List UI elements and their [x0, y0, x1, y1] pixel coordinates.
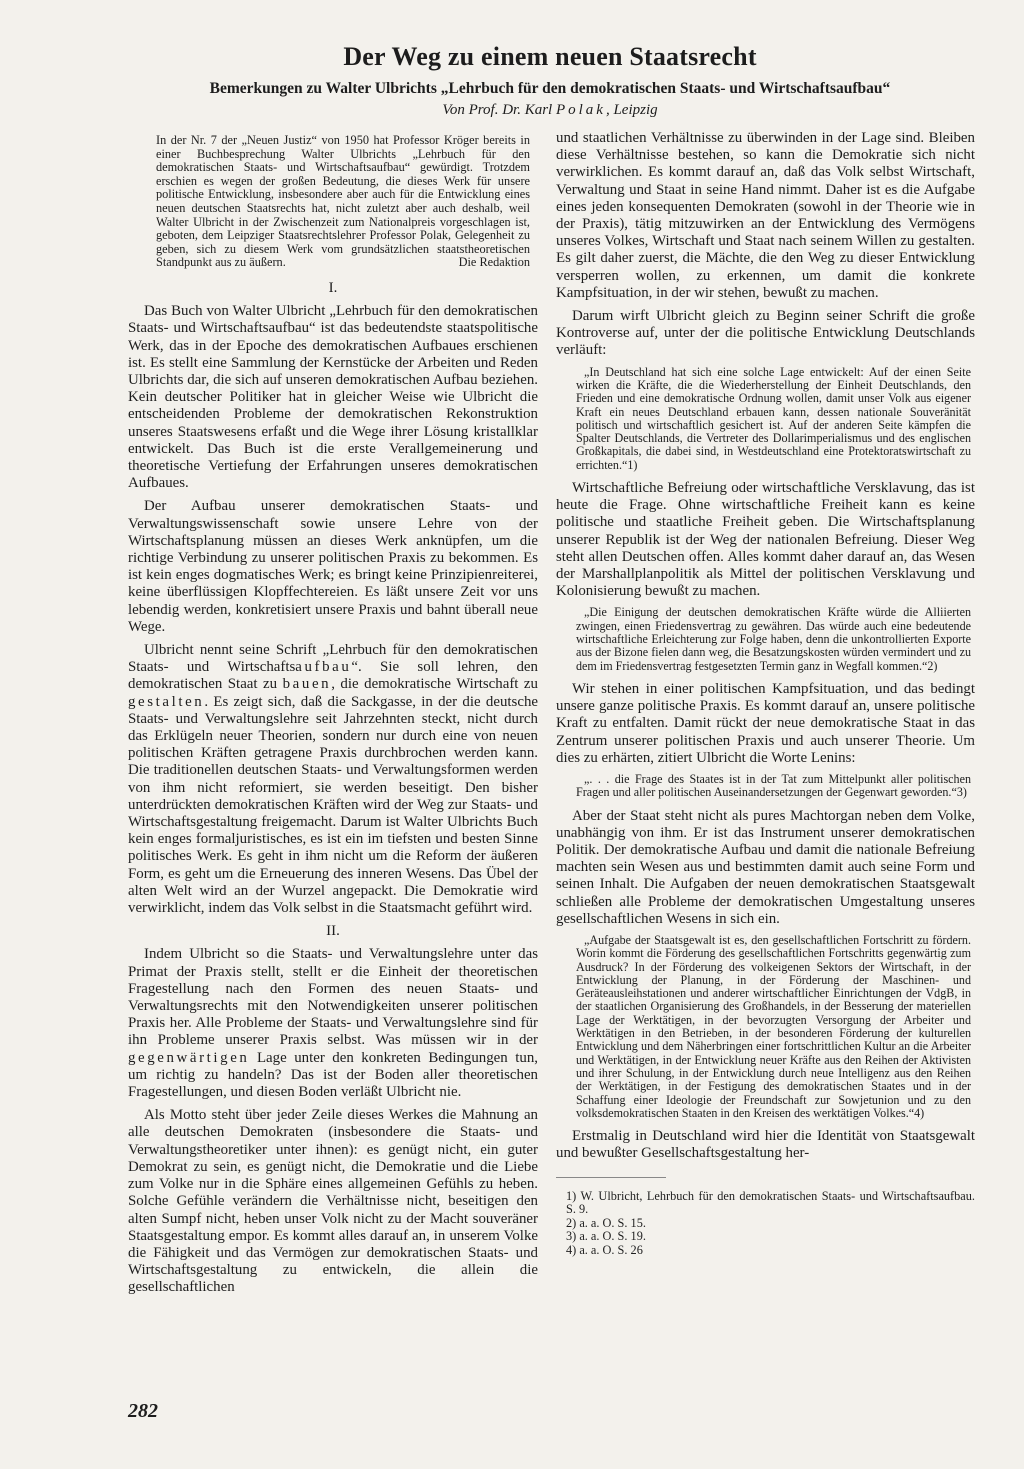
block-quote: „. . . die Frage des Staates ist in der Tat zum Mittelpunkt aller politischen Fragen und aller politischen Auseinandersetzungen der Gegenwart geworden.“3)	[576, 771, 971, 800]
footnote: 2) a. a. O. S. 15.	[566, 1215, 646, 1230]
article-subtitle: Bemerkungen zu Walter Ulbrichts „Lehrbuch für den demokratischen Staats- und Wirtschaftsaufbau“	[209, 80, 891, 97]
paragraph: Darum wirft Ulbricht gleich zu Beginn seiner Schrift die große Kontroverse auf, unter der die politische Entwicklung Deutschlands verläuft:	[556, 308, 975, 359]
article-header	[160, 42, 940, 119]
byline-name: Polak	[555, 102, 606, 118]
right-column	[556, 130, 975, 1257]
byline-prefix: Von Prof. Dr. Karl	[442, 102, 553, 118]
intro-text: In der Nr. 7 der „Neuen Justiz“ von 1950 hat Professor Kröger bereits in einer Buchbesprechung Walter Ulbrichts „Lehrbuch für den demokratischen Staats- und Wirtschaftsaufbau“ gewürdigt. Trotzdem erschien es wegen der großen Bedeutung, die dieses Werk für unsere politische Entwicklung, insbesondere aber auch für die Entwicklung eines neuen deutschen Staatsrechts hat, nicht zuletzt aber auch deshalb, weil Walter Ulbricht in der Zwischenzeit zum Nationalpreis vorgeschlagen ist, geboten, dem Leipziger Staatsrechtslehrer Professor Polak, Gelegenheit zu geben, sich zu diesem Werk vom grundsätzlichen staatstheoretischen Standpunkt aus zu äußern.	[156, 133, 530, 270]
page-number: 282	[128, 1400, 158, 1422]
paragraph: Aber der Staat steht nicht als pures Machtorgan neben dem Volke, unabhängig von ihm. Er ist das Instrument unserer demokratischen Politik. Der demokratische Aufbau und damit die nationale Befreiung machten sein Wesen aus und bestimmten damit auch seine Form und seinen Inhalt. Die Aufgaben der neuen demokratischen Staatsgewalt schließen alle Probleme der demokratischen Umgestaltung unseres gesellschaftlichen Wesens in sich ein.	[556, 807, 975, 927]
intro-signature: Die Redaktion	[458, 255, 530, 270]
block-quote: „Aufgabe der Staatsgewalt ist es, den gesellschaftlichen Fortschritt zu fördern. Worin kommt die Förderung des gesellschaftlichen Fortschritts gegenwärtig zum Ausdruck? In der Förderung des volkeigenen Sektors der Wirtschaft, in der Entwicklung der Planung, in der Förderung der Maschinen- und Geräteausleihstationen und anderer wirtschaftlicher Einrichtungen der VdgB, in der staatlichen Organisierung des Großhandels, in der Besserung der materiellen Lage der Werktätigen, in der bevorzugten Versorgung der Arbeiter und Werktätigen in den Betrieben, in der besonderen Förderung der kulturellen Entwicklung und dem Näherbringen einer fortschrittlichen Kultur an die Arbeiter und Werktätigen, in der Entwicklung neuer Kräfte aus den Reihen der Aktivisten und ihrer Schulung, in der Entwicklung durch neue Intelligenz aus den Reihen der Werktätigen, in der Festigung des demokratischen Staates und in der Schaffung einer Ideologie der Freundschaft zur Sowjetunion und zu den volksdemokratischen Staaten in den Kreisen des werktätigen Volkes.“4)	[576, 932, 971, 1120]
paragraph: Indem Ulbricht so die Staats- und Verwaltungslehre unter das Primat der Praxis stellt, stellt er die Einheit der theoretischen Fragestellung nach den Formen des neuen Staats- und Verwaltungsrechts mit den Notwendigkeiten unserer politischen Praxis her. Alle Probleme der Staats- und Verwaltungslehre sind für ihn Probleme unserer Praxis selbst. Was müssen wir in der gegenwärtigen Lage unter den konkreten Bedingungen tun, um richtig zu handeln? Das ist der Boden aller theoretischen Fragestellungen, und diesen Boden verläßt Ulbricht nie.	[128, 946, 538, 1101]
author-byline	[160, 102, 940, 119]
paragraph: Erstmalig in Deutschland wird hier die Identität von Staatsgewalt und bewußter Gesellschaftsgestaltung her-	[556, 1128, 975, 1162]
article-title: Der Weg zu einem neuen Staatsrecht	[343, 42, 757, 71]
footnotes	[556, 1190, 975, 1258]
paragraph: Wirtschaftliche Befreiung oder wirtschaftliche Versklavung, das ist heute die Frage. Ohne wirtschaftliche Freiheit kann es keine politische und staatliche Freiheit geben. Die Wirtschaftsplanung unserer Republik ist der Weg der nationalen Befreiung. Dieser Weg steht allen Deutschen offen. Alles kommt daher darauf an, das Wesen der Marshallplanpolitik als Mittel der politischen Versklavung und Kolonisierung bewußt zu machen.	[556, 480, 975, 600]
block-quote: „In Deutschland hat sich eine solche Lage entwickelt: Auf der einen Seite wirken die Kräfte, die die Wiederherstellung der Einheit Deutschlands, den Frieden und eine demokratische Ordnung wollen, damit unser Volk aus eigener Kraft ein neues Deutschland erbauen kann, dessen nationale Souveränität politisch und wirtschaftlich gesichert ist. Auf der anderen Seite kämpfen die Spalter Deutschlands, die Vertreter des Dollarimperialismus und des englischen Großkapitals, die dabei sind, in Westdeutschland eine Protektoratswirtschaft zu errichten.“1)	[576, 364, 971, 472]
block-quote: „Die Einigung der deutschen demokratischen Kräfte würde die Alliierten zwingen, einen Friedensvertrag zu gewähren. Das würde auch eine bedeutende wirtschaftliche Erleichterung zur Folge haben, denn die unkontrollierten Exporte aus der Bizone fielen dann weg, die Besatzungskosten würden vermindert und zu dem im Friedensvertrag festgesetzten Termin ganz in Wegfall kommen.“2)	[576, 605, 971, 673]
paragraph: Ulbricht nennt seine Schrift „Lehrbuch für den demokratischen Staats- und Wirtschaftsaufbau“. Sie soll lehren, den demokratischen Staat zu bauen, die demokratische Wirtschaft zu gestalten. Es zeigt sich, daß die Sackgasse, in der die deutsche Staats- und Verwaltungslehre seit Jahrzehnten steckt, nicht durch das Erklügeln neuer Theorien, sondern nur durch eine von neuen politischen Kräften getragene Praxis durchbrochen werden kann. Die traditionellen deutschen Staats- und Verwaltungsformen werden von ihm nicht reformiert, sie werden beseitigt. Den bisher unterdrückten demokratischen Kräften wird der Weg zur Staats- und Wirtschaftsgestaltung freigemacht. Darum ist Walter Ulbrichts Buch kein enges formaljuristisches, es ist ein im tiefsten und besten Sinne politisches Werk. Es geht in ihm nicht um die Reform der äußeren Form, es geht um die Erneuerung des inneren Wesens. Das Übel der alten Welt wird an der Wurzel angepackt. Die Demokratie wird verwirklicht, indem das Volk selbst in die Staatsmacht geführt wird.	[128, 642, 538, 917]
byline-suffix: , Leipzig	[605, 102, 658, 118]
section-numeral-2: II.	[326, 923, 340, 940]
editorial-intro	[156, 134, 530, 270]
footnote: 1) W. Ulbricht, Lehrbuch für den demokratischen Staats- und Wirtschaftsaufbau. S. 9.	[566, 1188, 975, 1217]
paragraph: Als Motto steht über jeder Zeile dieses Werkes die Mahnung an alle deutschen Demokraten (insbesondere die Staats- und Verwaltungstheoretiker unter ihnen): es genügt nicht, ein guter Demokrat zu sein, es genügt nicht, die Demokratie und die Liebe zum Volke nur in die Sphäre eines allgemeinen Gefühls zu heben. Solche Gefühle verändern die Verhältnisse nicht, beseitigen den alten Sumpf nicht, heben unser Volk nicht zu der Macht souveräner Staatsgestaltung empor. Es kommt alles darauf an, in unserem Volke die Fähigkeit und das Vermögen zur demokratischen Staats- und Wirtschaftsgestaltung zu entwickeln, die allein die gesellschaftlichen	[128, 1107, 538, 1296]
left-column	[128, 130, 538, 1303]
footnote: 4) a. a. O. S. 26	[566, 1242, 643, 1257]
section-numeral-1: I.	[328, 279, 338, 296]
paragraph: Wir stehen in einer politischen Kampfsituation, und das bedingt unsere ganze politische Praxis. Es kommt darauf an, unsere politische Kraft zu entfalten. Damit rückt der neue demokratische Staat in das Zentrum unserer politischen Praxis und auch unserer Theorie. Um dies zu erhärten, zitiert Ulbricht die Worte Lenins:	[556, 680, 975, 766]
paragraph: Das Buch von Walter Ulbricht „Lehrbuch für den demokratischen Staats- und Wirtschaftsaufbau“ ist das bedeutendste staatspolitische Werk, das in der Epoche des demokratischen Aufbaues erschienen ist. Es stellt eine Sammlung der Kernstücke der Arbeiten und Reden Ulbrichts dar, die sich auf unseren demokratischen Aufbau beziehen. Kein deutscher Politiker hat in gleicher Weise wie Ulbricht die entscheidenden Probleme der demokratischen Rekonstruktion unseres Staatswesens erfaßt und die Wege ihrer Lösung kristallklar entwickelt. Das Buch ist die erste Verallgemeinerung und theoretische Vertiefung der Erfahrungen unseres demokratischen Aufbaues.	[128, 303, 538, 492]
paragraph: und staatlichen Verhältnisse zu überwinden in der Lage sind. Bleiben diese Verhältnisse bestehen, so kann die Demokratie sich nicht verwirklichen. Es kommt darauf an, daß das Volk selbst Wirtschaft, Verwaltung und Staat in seine Hand nimmt. Daher ist es die Aufgabe eines jeden konsequenten Demokraten (sowohl in der Theorie wie in der Praxis), tätig mitzuwirken an der Entwicklung des Vermögens unseres Volkes, Wirtschaft und Staat nach seinem Willen zu gestalten. Es gilt daher zuerst, die Mächte, die den Weg zu dieser Entwicklung versperren wollen, zu erkennen, um damit die konkrete Kampfsituation, in der wir stehen, bewußt zu machen.	[556, 130, 975, 301]
footnote: 3) a. a. O. S. 19.	[566, 1229, 646, 1244]
paragraph: Der Aufbau unserer demokratischen Staats- und Verwaltungswissenschaft sowie unsere Lehre von der Wirtschaftsplanung müssen an dieses Werk anknüpfen, um die richtige Verbindung zu unserer politischen Praxis zu bekommen. Es ist kein enges dogmatisches Werk; es bringt keine Prinzipienreiterei, keine überflüssigen Klopffechtereien. Es läßt unsere Zeit vor uns lebendig werden, konkretisiert unsere Praxis und bahnt überall neue Wege.	[128, 498, 538, 635]
footnote-divider	[556, 1177, 666, 1184]
